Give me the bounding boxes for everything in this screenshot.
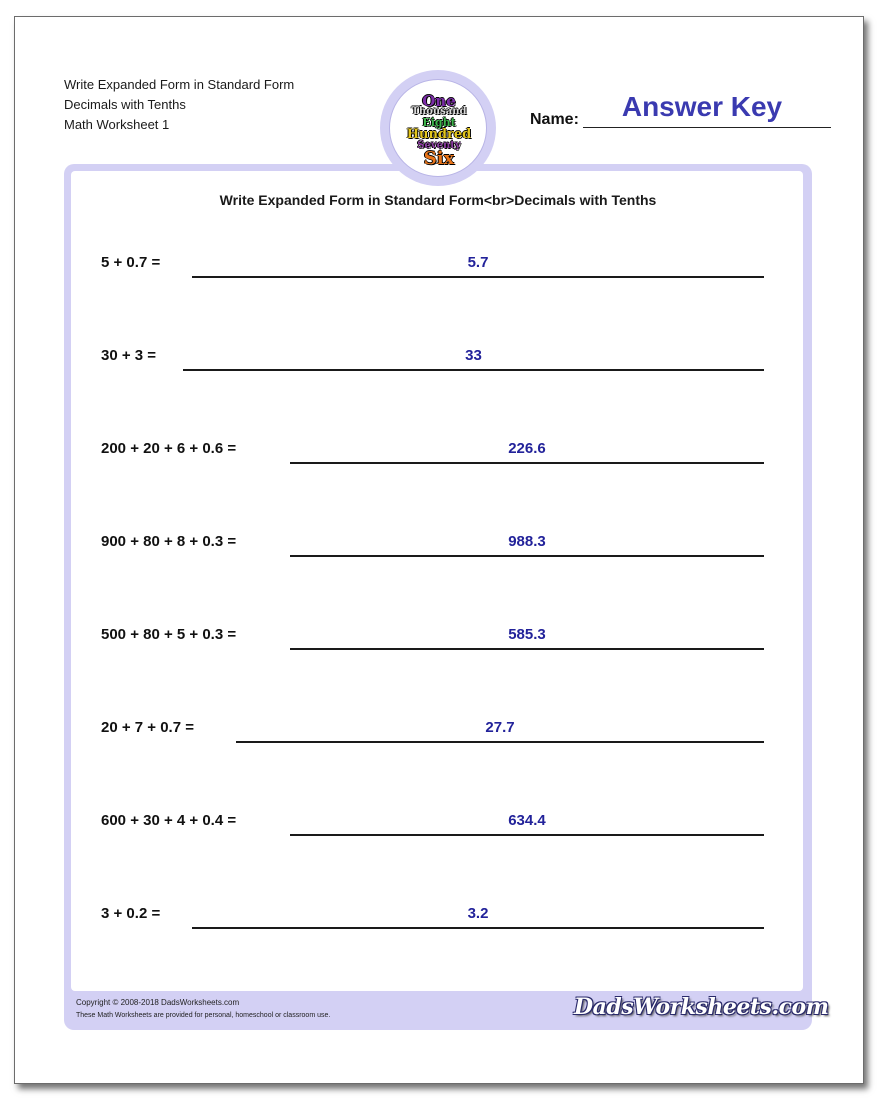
logo-word-one: One [422, 92, 456, 110]
problem-question: 200 + 20 + 6 + 0.6 = [101, 440, 237, 457]
answer-line [290, 462, 764, 464]
logo-word-six: Six [423, 148, 455, 169]
problem-answer: 5.7 [467, 254, 489, 271]
name-underline [583, 127, 831, 128]
problem-question: 900 + 80 + 8 + 0.3 = [101, 533, 237, 550]
problem-answer: 226.6 [508, 440, 546, 457]
answer-line [236, 741, 764, 743]
logo-word-hundred: Hundred [406, 127, 472, 142]
problem-question: 5 + 0.7 = [101, 254, 161, 271]
logo-word-eight: Eight [422, 116, 456, 129]
header-worksheet-number: Math Worksheet 1 [64, 117, 170, 132]
problem-answer: 634.4 [508, 812, 546, 829]
answer-line [192, 927, 764, 929]
problem-answer: 27.7 [485, 719, 515, 736]
problem-answer: 585.3 [508, 626, 546, 643]
problem-answer: 3.2 [467, 905, 489, 922]
copyright-text: Copyright © 2008-2018 DadsWorksheets.com [76, 998, 240, 1007]
answer-line [290, 648, 764, 650]
answer-line [290, 555, 764, 557]
logo-word-thousand: Thousand [411, 106, 467, 117]
answer-line [192, 276, 764, 278]
worksheet-title: Write Expanded Form in Standard Form<br>Decimals with Tenths [219, 192, 657, 208]
problem-question: 30 + 3 = [101, 347, 157, 364]
name-label: Name: [530, 111, 579, 128]
answer-line [290, 834, 764, 836]
problem-answer: 988.3 [508, 533, 546, 550]
header-title: Write Expanded Form in Standard Form [64, 77, 295, 92]
problem-question: 3 + 0.2 = [101, 905, 161, 922]
logo-badge [389, 79, 487, 177]
problem-question: 600 + 30 + 4 + 0.4 = [101, 812, 237, 829]
usage-note: These Math Worksheets are provided for personal, homeschool or classroom use. [76, 1012, 331, 1019]
header-subtitle: Decimals with Tenths [64, 97, 186, 112]
number-words-logo [380, 70, 496, 186]
logo-word-seventy: Seventy [417, 140, 461, 151]
problem-question: 500 + 80 + 5 + 0.3 = [101, 626, 237, 643]
worksheet-panel [71, 171, 803, 991]
problem-answer: 33 [465, 347, 482, 364]
answer-key-text: Answer Key [621, 91, 783, 122]
dadsworksheets-logo: DadsWorksheets.com [574, 994, 829, 1020]
problem-question: 20 + 7 + 0.7 = [101, 719, 194, 736]
answer-line [183, 369, 764, 371]
